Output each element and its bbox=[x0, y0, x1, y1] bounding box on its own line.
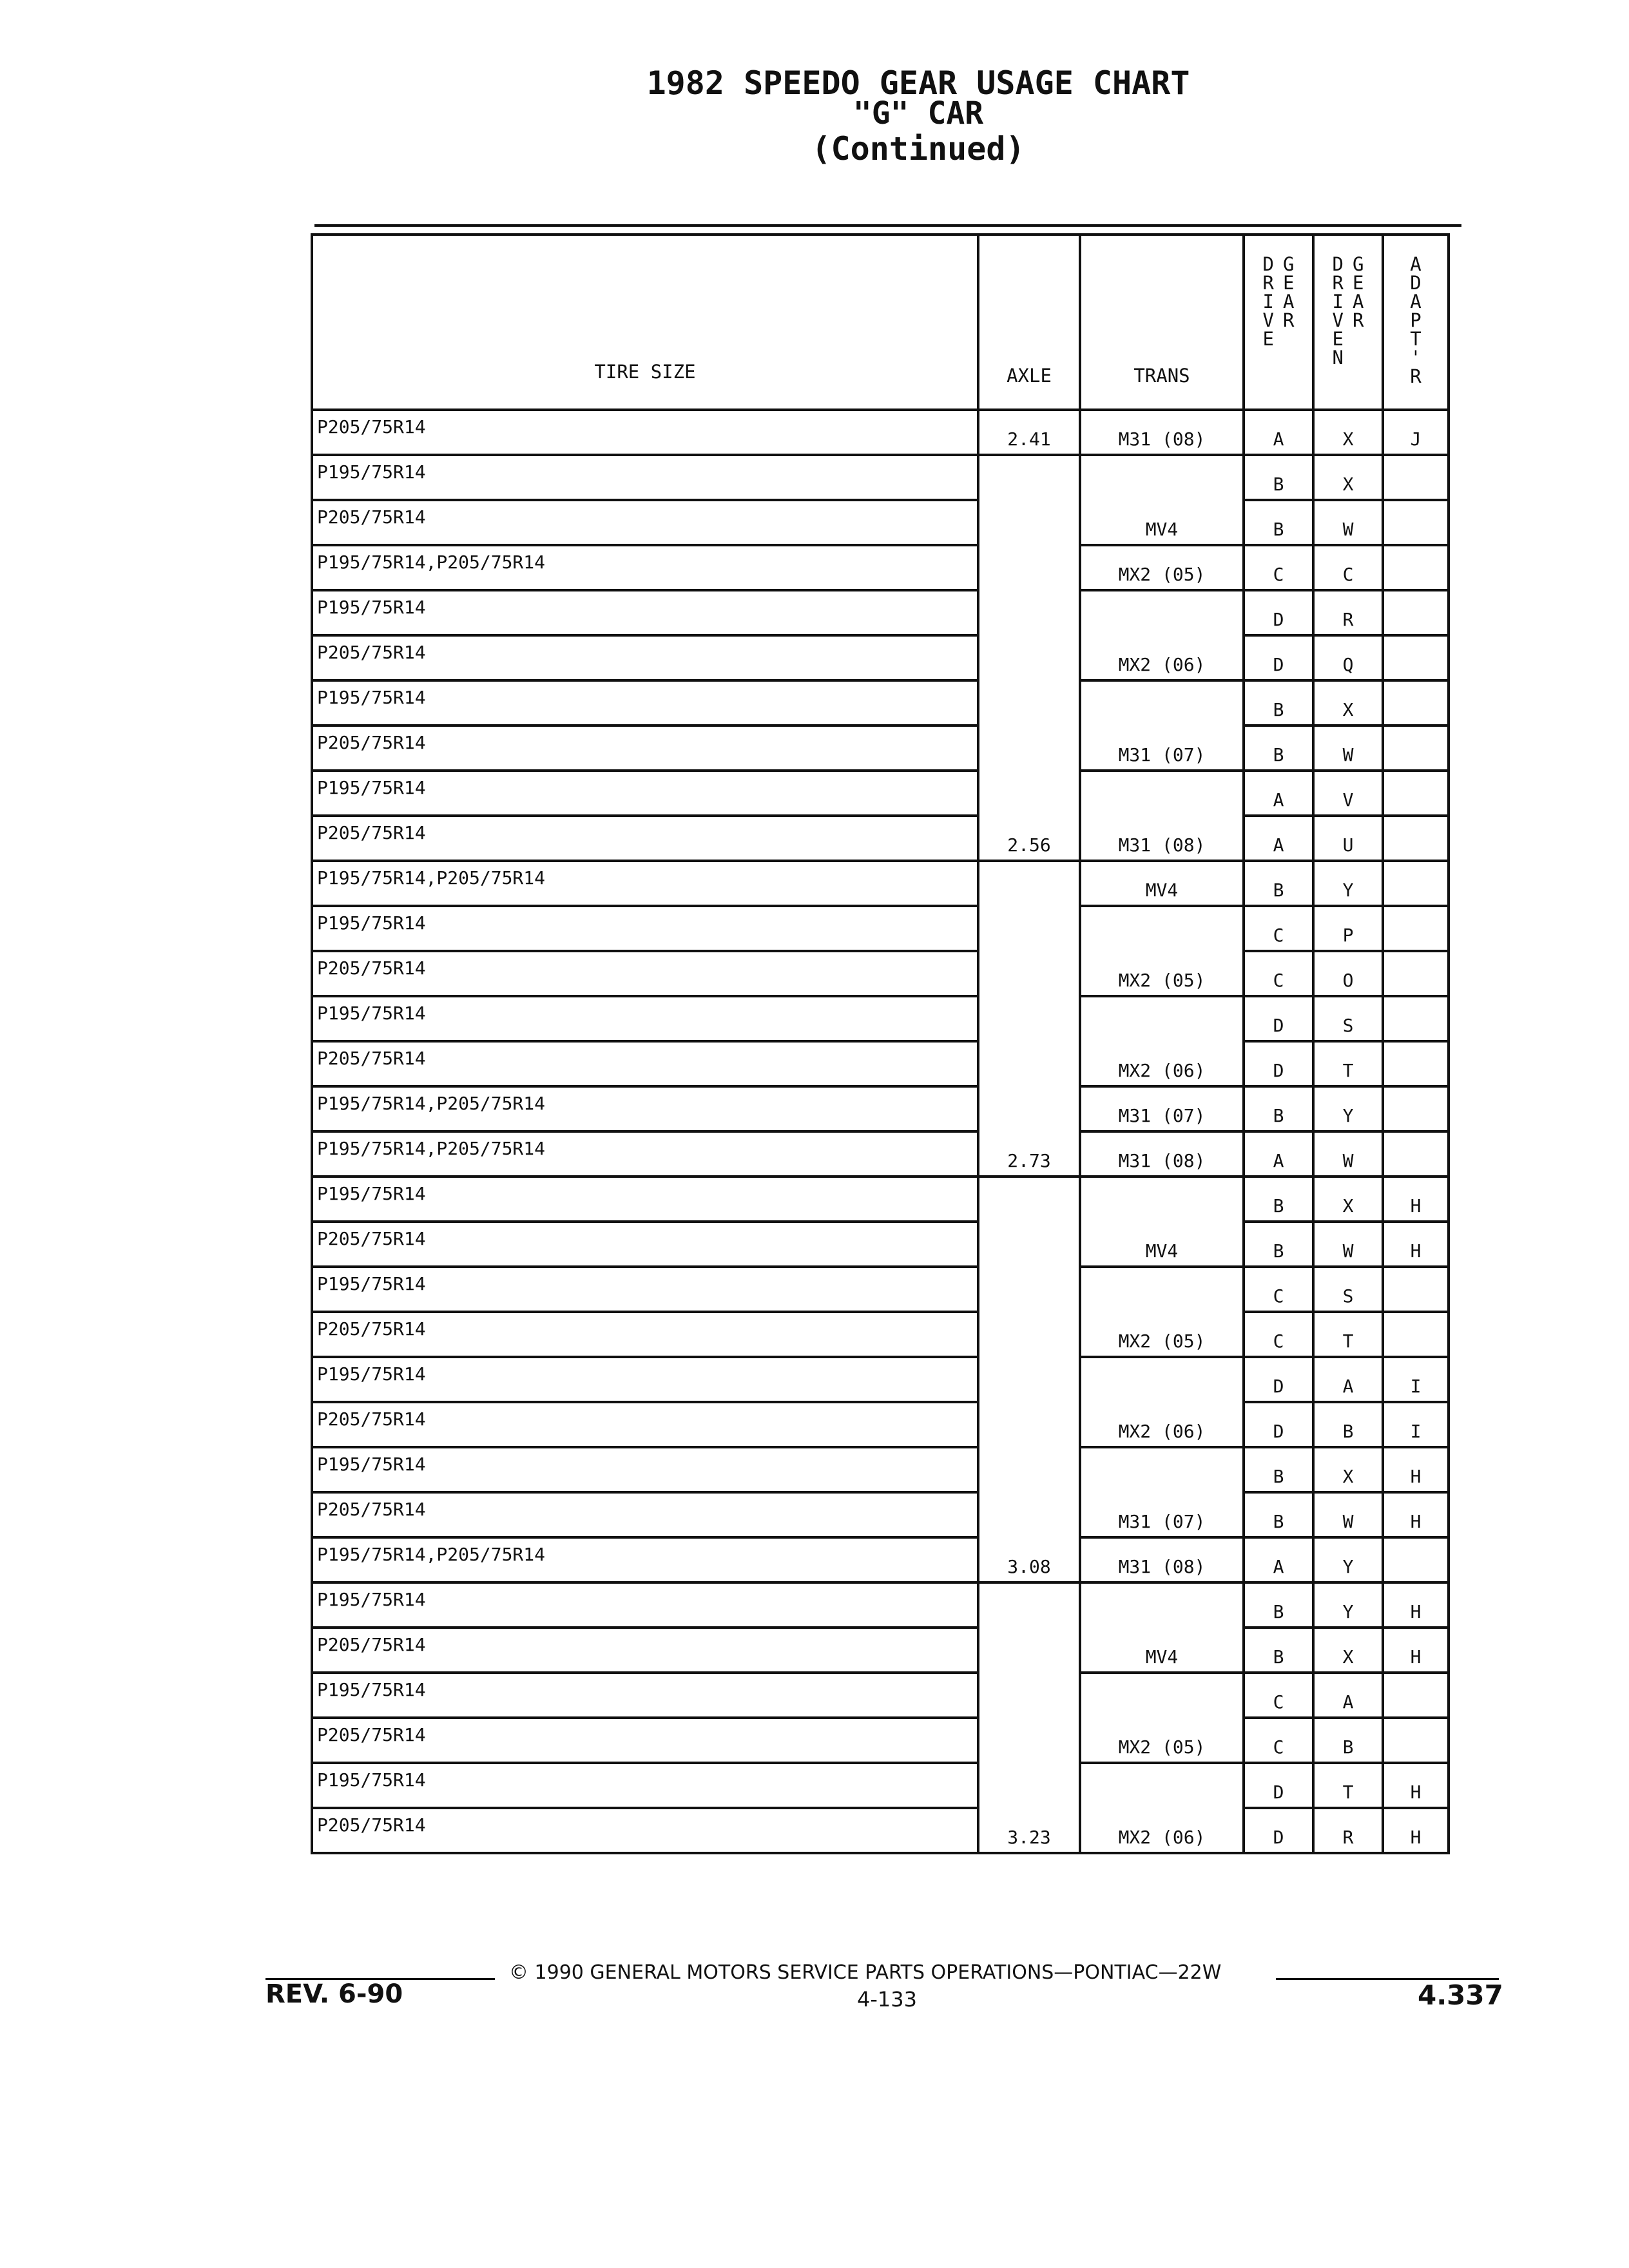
tire-size-cell: P195/75R14 bbox=[312, 1582, 978, 1628]
adapter-cell bbox=[1383, 1041, 1449, 1086]
drive-gear-cell: D bbox=[1244, 1357, 1313, 1402]
driven-gear-cell: Q bbox=[1313, 635, 1383, 680]
trans-cell: M31 (07) bbox=[1080, 1086, 1244, 1131]
tire-size-cell: P205/75R14 bbox=[312, 816, 978, 861]
driven-gear-cell: U bbox=[1313, 816, 1383, 861]
tire-size-cell: P195/75R14 bbox=[312, 590, 978, 635]
trans-cell: MX2 (06) bbox=[1080, 1402, 1244, 1447]
axle-cell: 2.41 bbox=[978, 410, 1080, 455]
drive-gear-cell: C bbox=[1244, 1673, 1313, 1718]
axle-cell bbox=[978, 500, 1080, 545]
tire-size-cell: P195/75R14 bbox=[312, 1447, 978, 1492]
adapter-cell bbox=[1383, 771, 1449, 816]
axle-cell bbox=[978, 1582, 1080, 1628]
driven-gear-cell: C bbox=[1313, 545, 1383, 590]
chart-subtitle: "G" CAR bbox=[853, 95, 984, 131]
tire-size-cell: P205/75R14 bbox=[312, 500, 978, 545]
drive-gear-cell: C bbox=[1244, 1267, 1313, 1312]
drive-gear-cell: B bbox=[1244, 1628, 1313, 1673]
header-axle: AXLE bbox=[978, 235, 1080, 410]
tire-size-cell: P195/75R14 bbox=[312, 771, 978, 816]
adapter-cell: H bbox=[1383, 1492, 1449, 1537]
table-row bbox=[312, 996, 1449, 1041]
adapter-cell bbox=[1383, 726, 1449, 771]
axle-cell bbox=[978, 1673, 1080, 1718]
tire-size-cell: P205/75R14 bbox=[312, 1808, 978, 1853]
adapter-cell: H bbox=[1383, 1763, 1449, 1808]
drive-gear-cell: D bbox=[1244, 1041, 1313, 1086]
trans-cell: MX2 (06) bbox=[1080, 635, 1244, 680]
tire-size-cell: P195/75R14 bbox=[312, 1357, 978, 1402]
trans-cell: MX2 (05) bbox=[1080, 1312, 1244, 1357]
table-row bbox=[312, 455, 1449, 500]
axle-cell bbox=[978, 906, 1080, 951]
tire-size-cell: P205/75R14 bbox=[312, 1492, 978, 1537]
trans-cell: M31 (07) bbox=[1080, 1492, 1244, 1537]
drive-gear-cell: B bbox=[1244, 726, 1313, 771]
table-row bbox=[312, 1582, 1449, 1628]
axle-cell: 2.73 bbox=[978, 1131, 1080, 1177]
table-row bbox=[312, 1628, 1449, 1673]
driven-gear-cell: W bbox=[1313, 500, 1383, 545]
driven-gear-cell: X bbox=[1313, 1447, 1383, 1492]
axle-cell bbox=[978, 1628, 1080, 1673]
driven-gear-cell: X bbox=[1313, 455, 1383, 500]
table-row bbox=[312, 545, 1449, 590]
header-drive-gear bbox=[1244, 235, 1313, 410]
adapter-cell bbox=[1383, 635, 1449, 680]
adapter-cell: J bbox=[1383, 410, 1449, 455]
adapter-cell bbox=[1383, 1086, 1449, 1131]
axle-cell bbox=[978, 996, 1080, 1041]
table-row bbox=[312, 1267, 1449, 1312]
driven-gear-cell: Y bbox=[1313, 1582, 1383, 1628]
axle-cell bbox=[978, 455, 1080, 500]
trans-cell: MX2 (06) bbox=[1080, 1808, 1244, 1853]
adapter-cell: H bbox=[1383, 1222, 1449, 1267]
axle-cell bbox=[978, 771, 1080, 816]
trans-cell: MV4 bbox=[1080, 1628, 1244, 1673]
axle-cell: 3.08 bbox=[978, 1537, 1080, 1582]
drive-gear-cell: A bbox=[1244, 410, 1313, 455]
header-adapter bbox=[1383, 235, 1449, 410]
adapter-cell: I bbox=[1383, 1357, 1449, 1402]
trans-cell: MV4 bbox=[1080, 1222, 1244, 1267]
tire-size-cell: P195/75R14 bbox=[312, 455, 978, 500]
trans-cell bbox=[1080, 771, 1244, 816]
adapter-cell: H bbox=[1383, 1808, 1449, 1853]
trans-cell: MX2 (05) bbox=[1080, 1718, 1244, 1763]
axle-cell bbox=[978, 861, 1080, 906]
tire-size-cell: P195/75R14 bbox=[312, 680, 978, 726]
axle-cell bbox=[978, 1267, 1080, 1312]
axle-cell bbox=[978, 1718, 1080, 1763]
header-tire-size: TIRE SIZE bbox=[312, 235, 978, 410]
drive-gear-cell: B bbox=[1244, 1177, 1313, 1222]
table-row bbox=[312, 861, 1449, 906]
driven-gear-cell: W bbox=[1313, 1131, 1383, 1177]
adapter-cell bbox=[1383, 1537, 1449, 1582]
axle-cell bbox=[978, 545, 1080, 590]
trans-cell: MX2 (05) bbox=[1080, 951, 1244, 996]
tire-size-cell: P205/75R14 bbox=[312, 1718, 978, 1763]
trans-cell bbox=[1080, 996, 1244, 1041]
adapter-cell bbox=[1383, 590, 1449, 635]
axle-cell: 3.23 bbox=[978, 1808, 1080, 1853]
table-row bbox=[312, 680, 1449, 726]
driven-gear-cell: X bbox=[1313, 680, 1383, 726]
drive-gear-cell: C bbox=[1244, 906, 1313, 951]
table-row bbox=[312, 1673, 1449, 1718]
trans-cell bbox=[1080, 1177, 1244, 1222]
drive-gear-cell: B bbox=[1244, 680, 1313, 726]
driven-gear-cell: X bbox=[1313, 1628, 1383, 1673]
trans-cell: M31 (08) bbox=[1080, 816, 1244, 861]
driven-gear-cell: S bbox=[1313, 1267, 1383, 1312]
tire-size-cell: P195/75R14 bbox=[312, 1177, 978, 1222]
tire-size-cell: P205/75R14 bbox=[312, 1041, 978, 1086]
header-driven-gear-word-1: G E A R bbox=[1353, 253, 1364, 331]
adapter-cell bbox=[1383, 861, 1449, 906]
drive-gear-cell: D bbox=[1244, 1763, 1313, 1808]
trans-cell bbox=[1080, 1267, 1244, 1312]
driven-gear-cell: S bbox=[1313, 996, 1383, 1041]
adapter-cell bbox=[1383, 816, 1449, 861]
adapter-cell: H bbox=[1383, 1447, 1449, 1492]
table-row bbox=[312, 1177, 1449, 1222]
table-row bbox=[312, 410, 1449, 455]
driven-gear-cell: Y bbox=[1313, 861, 1383, 906]
tire-size-cell: P205/75R14 bbox=[312, 635, 978, 680]
tire-size-cell: P195/75R14,P205/75R14 bbox=[312, 1131, 978, 1177]
adapter-cell bbox=[1383, 680, 1449, 726]
adapter-cell: I bbox=[1383, 1402, 1449, 1447]
driven-gear-cell: Y bbox=[1313, 1086, 1383, 1131]
tire-size-cell: P205/75R14 bbox=[312, 410, 978, 455]
drive-gear-cell: A bbox=[1244, 816, 1313, 861]
adapter-cell bbox=[1383, 1267, 1449, 1312]
drive-gear-cell: C bbox=[1244, 951, 1313, 996]
header-adapter-word-0: A D A P T ' R bbox=[1410, 253, 1422, 387]
drive-gear-cell: D bbox=[1244, 1808, 1313, 1853]
drive-gear-cell: C bbox=[1244, 545, 1313, 590]
trans-cell bbox=[1080, 1673, 1244, 1718]
trans-cell bbox=[1080, 680, 1244, 726]
tire-size-cell: P205/75R14 bbox=[312, 951, 978, 996]
header-drive-gear-word-1: G E A R bbox=[1283, 253, 1295, 331]
drive-gear-cell: C bbox=[1244, 1718, 1313, 1763]
adapter-cell bbox=[1383, 996, 1449, 1041]
drive-gear-cell: D bbox=[1244, 1402, 1313, 1447]
tire-size-cell: P205/75R14 bbox=[312, 1312, 978, 1357]
adapter-cell bbox=[1383, 545, 1449, 590]
axle-cell bbox=[978, 1447, 1080, 1492]
table-row bbox=[312, 635, 1449, 680]
axle-cell bbox=[978, 1086, 1080, 1131]
drive-gear-cell: A bbox=[1244, 1537, 1313, 1582]
driven-gear-cell: A bbox=[1313, 1673, 1383, 1718]
drive-gear-cell: B bbox=[1244, 455, 1313, 500]
adapter-cell: H bbox=[1383, 1628, 1449, 1673]
header-driven-gear-word-0: D R I V E N bbox=[1332, 253, 1344, 369]
axle-cell bbox=[978, 1763, 1080, 1808]
driven-gear-cell: T bbox=[1313, 1041, 1383, 1086]
drive-gear-cell: B bbox=[1244, 1582, 1313, 1628]
tire-size-cell: P205/75R14 bbox=[312, 1402, 978, 1447]
driven-gear-cell: R bbox=[1313, 1808, 1383, 1853]
header-driven-gear bbox=[1313, 235, 1383, 410]
driven-gear-cell: T bbox=[1313, 1312, 1383, 1357]
table-row bbox=[312, 1537, 1449, 1582]
axle-cell: 2.56 bbox=[978, 816, 1080, 861]
driven-gear-cell: P bbox=[1313, 906, 1383, 951]
adapter-cell bbox=[1383, 1673, 1449, 1718]
table-row bbox=[312, 771, 1449, 816]
table-row bbox=[312, 726, 1449, 771]
table-row bbox=[312, 906, 1449, 951]
drive-gear-cell: D bbox=[1244, 635, 1313, 680]
trans-cell: M31 (07) bbox=[1080, 726, 1244, 771]
drive-gear-cell: D bbox=[1244, 590, 1313, 635]
axle-cell bbox=[978, 1402, 1080, 1447]
table-header-row bbox=[312, 235, 1449, 410]
driven-gear-cell: W bbox=[1313, 1492, 1383, 1537]
page-number: 4.337 bbox=[1418, 1979, 1503, 2011]
axle-cell bbox=[978, 951, 1080, 996]
table-row bbox=[312, 816, 1449, 861]
drive-gear-cell: B bbox=[1244, 1086, 1313, 1131]
tire-size-cell: P195/75R14 bbox=[312, 1267, 978, 1312]
table-row bbox=[312, 1402, 1449, 1447]
axle-cell bbox=[978, 680, 1080, 726]
tire-size-cell: P195/75R14,P205/75R14 bbox=[312, 1086, 978, 1131]
driven-gear-cell: O bbox=[1313, 951, 1383, 996]
adapter-cell bbox=[1383, 1718, 1449, 1763]
table-row bbox=[312, 1222, 1449, 1267]
axle-cell bbox=[978, 1041, 1080, 1086]
axle-cell bbox=[978, 1357, 1080, 1402]
driven-gear-cell: W bbox=[1313, 726, 1383, 771]
trans-cell bbox=[1080, 590, 1244, 635]
drive-gear-cell: B bbox=[1244, 500, 1313, 545]
drive-gear-cell: B bbox=[1244, 1492, 1313, 1537]
adapter-cell bbox=[1383, 951, 1449, 996]
table-row bbox=[312, 1447, 1449, 1492]
copyright-notice: © 1990 GENERAL MOTORS SERVICE PARTS OPERATIONS—PONTIAC—22W bbox=[509, 1961, 1222, 1984]
axle-cell bbox=[978, 590, 1080, 635]
adapter-cell bbox=[1383, 1131, 1449, 1177]
table-row bbox=[312, 1718, 1449, 1763]
tire-size-cell: P195/75R14 bbox=[312, 906, 978, 951]
axle-cell bbox=[978, 1312, 1080, 1357]
drive-gear-cell: A bbox=[1244, 771, 1313, 816]
tire-size-cell: P205/75R14 bbox=[312, 1222, 978, 1267]
drive-gear-cell: A bbox=[1244, 1131, 1313, 1177]
tire-size-cell: P195/75R14,P205/75R14 bbox=[312, 861, 978, 906]
table-row bbox=[312, 1763, 1449, 1808]
adapter-cell bbox=[1383, 906, 1449, 951]
trans-cell: M31 (08) bbox=[1080, 1131, 1244, 1177]
table-row bbox=[312, 1492, 1449, 1537]
table-top-rule bbox=[314, 224, 1461, 227]
driven-gear-cell: B bbox=[1313, 1402, 1383, 1447]
tire-size-cell: P205/75R14 bbox=[312, 1628, 978, 1673]
table-row bbox=[312, 1131, 1449, 1177]
tire-size-cell: P195/75R14 bbox=[312, 1763, 978, 1808]
trans-cell: M31 (08) bbox=[1080, 410, 1244, 455]
speedo-gear-table bbox=[311, 233, 1450, 1854]
trans-cell bbox=[1080, 1357, 1244, 1402]
axle-cell bbox=[978, 1492, 1080, 1537]
table-row bbox=[312, 1041, 1449, 1086]
driven-gear-cell: W bbox=[1313, 1222, 1383, 1267]
axle-cell bbox=[978, 726, 1080, 771]
chart-title: 1982 SPEEDO GEAR USAGE CHART bbox=[646, 64, 1190, 102]
trans-cell bbox=[1080, 1447, 1244, 1492]
trans-cell bbox=[1080, 1582, 1244, 1628]
trans-cell: M31 (08) bbox=[1080, 1537, 1244, 1582]
drive-gear-cell: B bbox=[1244, 861, 1313, 906]
page-reference: 4-133 bbox=[857, 1987, 917, 2012]
driven-gear-cell: X bbox=[1313, 1177, 1383, 1222]
trans-cell: MV4 bbox=[1080, 500, 1244, 545]
adapter-cell: H bbox=[1383, 1582, 1449, 1628]
revision-label: REV. 6-90 bbox=[265, 1979, 403, 2009]
table-row bbox=[312, 1086, 1449, 1131]
drive-gear-cell: B bbox=[1244, 1222, 1313, 1267]
driven-gear-cell: T bbox=[1313, 1763, 1383, 1808]
chart-continued-label: (Continued) bbox=[811, 130, 1025, 168]
driven-gear-cell: B bbox=[1313, 1718, 1383, 1763]
table-row bbox=[312, 1357, 1449, 1402]
tire-size-cell: P205/75R14 bbox=[312, 726, 978, 771]
tire-size-cell: P195/75R14,P205/75R14 bbox=[312, 1537, 978, 1582]
trans-cell bbox=[1080, 455, 1244, 500]
header-trans: TRANS bbox=[1080, 235, 1244, 410]
drive-gear-cell: C bbox=[1244, 1312, 1313, 1357]
trans-cell bbox=[1080, 1763, 1244, 1808]
adapter-cell bbox=[1383, 500, 1449, 545]
driven-gear-cell: V bbox=[1313, 771, 1383, 816]
table-row bbox=[312, 951, 1449, 996]
driven-gear-cell: X bbox=[1313, 410, 1383, 455]
table-row bbox=[312, 1312, 1449, 1357]
table-row bbox=[312, 590, 1449, 635]
tire-size-cell: P195/75R14 bbox=[312, 996, 978, 1041]
driven-gear-cell: R bbox=[1313, 590, 1383, 635]
table-row bbox=[312, 500, 1449, 545]
adapter-cell: H bbox=[1383, 1177, 1449, 1222]
header-drive-gear-word-0: D R I V E bbox=[1262, 253, 1274, 350]
axle-cell bbox=[978, 635, 1080, 680]
driven-gear-cell: A bbox=[1313, 1357, 1383, 1402]
tire-size-cell: P195/75R14,P205/75R14 bbox=[312, 545, 978, 590]
driven-gear-cell: Y bbox=[1313, 1537, 1383, 1582]
adapter-cell bbox=[1383, 455, 1449, 500]
adapter-cell bbox=[1383, 1312, 1449, 1357]
axle-cell bbox=[978, 1222, 1080, 1267]
trans-cell bbox=[1080, 906, 1244, 951]
trans-cell: MX2 (05) bbox=[1080, 545, 1244, 590]
trans-cell: MV4 bbox=[1080, 861, 1244, 906]
axle-cell bbox=[978, 1177, 1080, 1222]
drive-gear-cell: D bbox=[1244, 996, 1313, 1041]
trans-cell: MX2 (06) bbox=[1080, 1041, 1244, 1086]
tire-size-cell: P195/75R14 bbox=[312, 1673, 978, 1718]
table-row bbox=[312, 1808, 1449, 1853]
drive-gear-cell: B bbox=[1244, 1447, 1313, 1492]
